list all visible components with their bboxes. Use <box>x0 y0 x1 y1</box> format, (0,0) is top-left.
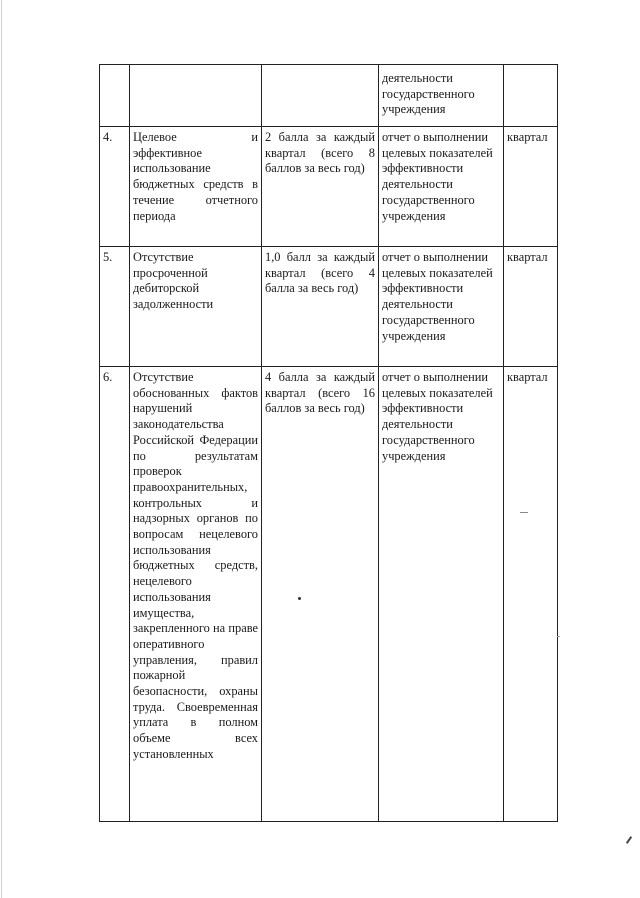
cell-document: отчет о выполнении целевых показателей эффективности деятельности государственного учреждения <box>379 367 504 822</box>
table-row <box>100 127 558 247</box>
scan-speck <box>298 597 301 600</box>
cell-indicator: Целевое и эффективное использование бюджетных средств в течение отчетного периода <box>130 127 262 247</box>
cell-period: квартал <box>504 367 558 822</box>
cell-document: отчет о выполнении целевых показателей эффективности деятельности государственного учреждения <box>379 127 504 247</box>
cell-document: отчет о выполнении целевых показателей эффективности деятельности государственного учреждения <box>379 247 504 367</box>
scan-speck <box>557 636 560 637</box>
cell-period: квартал <box>504 127 558 247</box>
cell-number: 4. <box>100 127 130 247</box>
cell-number: 6. <box>100 367 130 822</box>
table-row <box>100 367 558 822</box>
scan-speck <box>520 512 528 513</box>
scan-speck <box>626 836 632 844</box>
table-row <box>100 247 558 367</box>
cell-document: деятельности государственного учреждения <box>379 65 504 127</box>
cell-points <box>262 65 379 127</box>
cell-indicator <box>130 65 262 127</box>
cell-number: 5. <box>100 247 130 367</box>
cell-indicator: Отсутствие просроченной дебиторской задолженности <box>130 247 262 367</box>
cell-indicator: Отсутствие обоснованных фактов нарушений законодательства Российской Федерации по результатам проверок правоохранительных, контрольных и надзорных органов по вопросам нецелевого использования бюджетных средств, нецелевого использования имущества, закрепленного на праве оперативного управления, правил пожарной безопасности, охраны труда. Своевременная уплата в полном объеме всех установленных <box>130 367 262 822</box>
cell-number <box>100 65 130 127</box>
cell-points: 1,0 балл за каждый квартал (всего 4 балла за весь год) <box>262 247 379 367</box>
scan-edge-line <box>1 0 2 898</box>
criteria-table <box>99 64 558 822</box>
cell-points: 4 балла за каждый квартал (всего 16 баллов за весь год) <box>262 367 379 822</box>
table-row <box>100 65 558 127</box>
cell-period: квартал <box>504 247 558 367</box>
cell-points: 2 балла за каждый квартал (всего 8 баллов за весь год) <box>262 127 379 247</box>
cell-period <box>504 65 558 127</box>
